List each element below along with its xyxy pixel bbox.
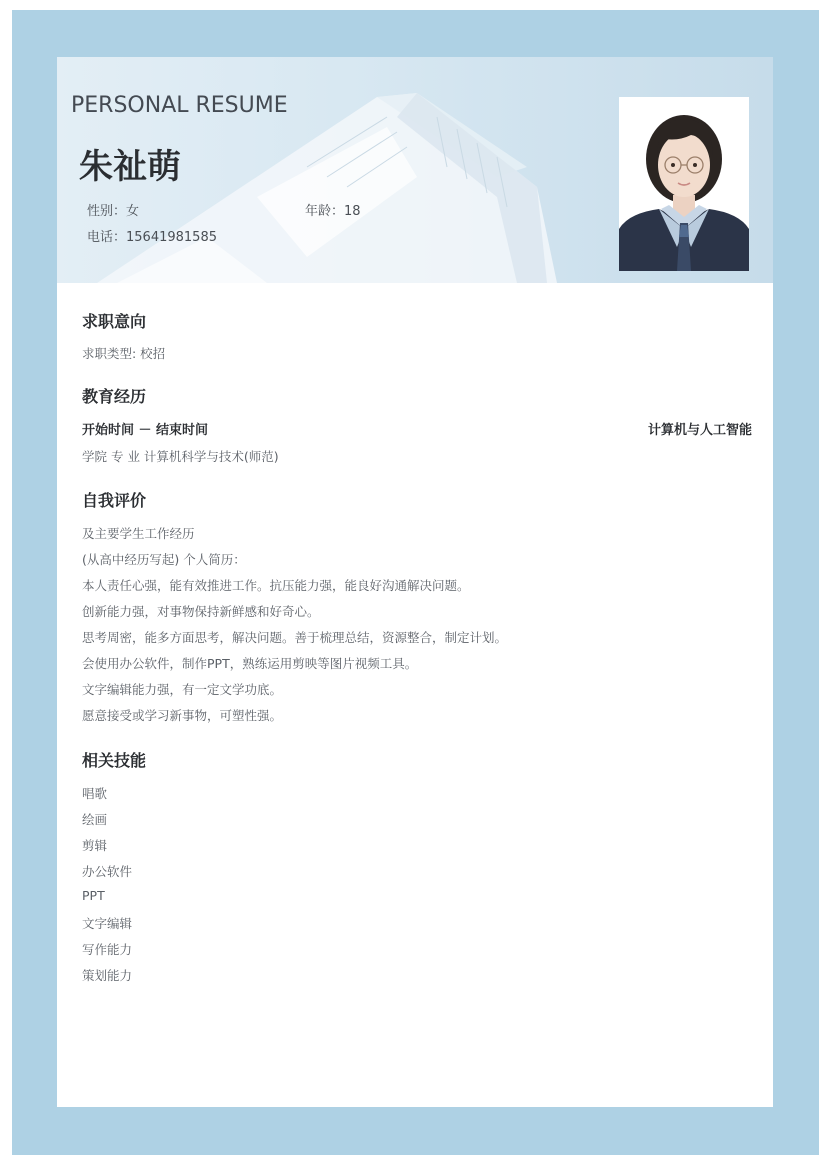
job-type: 求职类型: 校招: [82, 346, 166, 361]
skill-item: PPT: [82, 888, 105, 903]
education-college: 计算机与人工智能: [647, 423, 752, 438]
skill-item: 唱歌: [82, 786, 108, 801]
skill-item: 绘画: [82, 812, 108, 827]
english-title: PERSONAL RESUME: [71, 93, 288, 118]
resume-paper: [57, 57, 773, 1107]
gender-field: 性别：女: [87, 204, 140, 219]
skill-item: 文字编辑: [82, 916, 133, 931]
section-title-education: 教育经历: [82, 387, 147, 406]
profile-photo: [619, 97, 749, 271]
header-banner: [57, 57, 773, 283]
section-title-job-intention: 求职意向: [82, 312, 147, 331]
self-evaluation-line: 本人责任心强，能有效推进工作。抗压能力强，能良好沟通解决问题。: [82, 578, 470, 593]
self-evaluation-line: 及主要学生工作经历: [82, 526, 195, 541]
applicant-name: 朱祉萌: [79, 147, 181, 187]
self-evaluation-line: 会使用办公软件，制作PPT，熟练运用剪映等图片视频工具。: [82, 656, 418, 671]
self-evaluation-line: 愿意接受或学习新事物，可塑性强。: [82, 708, 283, 723]
section-title-self-evaluation: 自我评价: [82, 491, 147, 510]
self-evaluation-line: 思考周密，能多方面思考，解决问题。善于梳理总结，资源整合，制定计划。: [82, 630, 508, 645]
education-period: 开始时间 － 结束时间: [82, 423, 209, 438]
skill-item: 写作能力: [82, 942, 133, 957]
self-evaluation-line: (从高中经历写起) 个人简历：: [82, 552, 246, 567]
section-title-skills: 相关技能: [82, 751, 147, 770]
skill-item: 办公软件: [82, 864, 133, 879]
portrait-image: [619, 97, 749, 271]
skill-item: 策划能力: [82, 968, 133, 983]
age-field: 年龄：18: [305, 204, 361, 219]
phone-field: 电话：15641981585: [87, 230, 217, 245]
skill-item: 剪辑: [82, 838, 108, 853]
self-evaluation-line: 创新能力强，对事物保持新鲜感和好奇心。: [82, 604, 320, 619]
self-evaluation-line: 文字编辑能力强，有一定文学功底。: [82, 682, 283, 697]
education-detail: 学院 专 业 计算机科学与技术(师范): [82, 449, 279, 464]
